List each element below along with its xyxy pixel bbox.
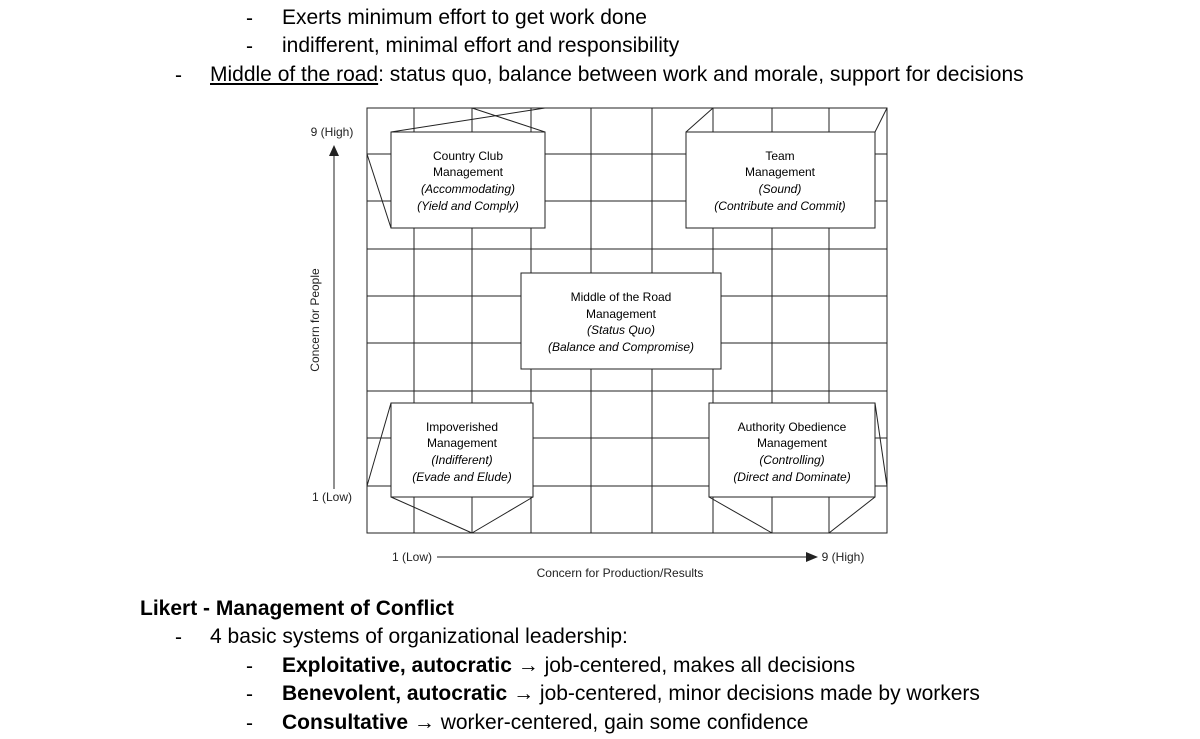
bullet-dash: - [175, 64, 182, 87]
system-name: Benevolent, autocratic [282, 682, 508, 705]
middle-road-term: Middle of the road [210, 63, 379, 86]
likert-system-2 [282, 681, 980, 707]
system-name: Consultative [282, 711, 409, 734]
box-title: Middle of the Road [570, 290, 672, 304]
y-axis-bottom-tick: 1 (Low) [311, 490, 353, 504]
box-style: (Indifferent) [431, 453, 493, 467]
y-axis-top-tick: 9 (High) [310, 125, 354, 139]
box-country-club [391, 132, 545, 228]
box-style: (Accommodating) [420, 182, 516, 196]
box-behavior: (Contribute and Commit) [714, 199, 846, 213]
likert-system-1 [282, 653, 855, 679]
bullet-dash: - [246, 655, 253, 678]
y-axis-label: Concern for People [308, 268, 322, 372]
y-axis-arrowhead [329, 145, 339, 156]
system-desc: → job-centered, minor decisions made by workers [507, 682, 980, 705]
list-item: indifferent, minimal effort and responsibility [282, 34, 680, 57]
system-desc: → worker-centered, gain some confidence [408, 711, 809, 734]
box-team [686, 132, 875, 228]
box-behavior: (Direct and Dominate) [733, 470, 851, 484]
likert-system-3 [282, 710, 808, 736]
box-subtitle: Management [432, 165, 504, 179]
box-style: (Controlling) [759, 453, 825, 467]
box-middle-of-road [521, 273, 721, 369]
likert-heading: Likert - Management of Conflict [140, 597, 454, 620]
box-subtitle: Management [756, 436, 828, 450]
box-title: Impoverished [425, 420, 499, 434]
box-behavior: (Yield and Comply) [417, 199, 519, 213]
box-behavior: (Balance and Compromise) [547, 340, 695, 354]
bullet-dash: - [246, 712, 253, 735]
x-axis-arrowhead [806, 552, 818, 562]
middle-road-desc: : status quo, balance between work and morale, support for decisions [378, 63, 1024, 86]
box-style: (Status Quo) [586, 323, 656, 337]
system-desc: → job-centered, makes all decisions [511, 654, 856, 677]
bullet-dash: - [246, 683, 253, 706]
box-subtitle: Management [426, 436, 498, 450]
list-item: Exerts minimum effort to get work done [282, 6, 647, 29]
system-name: Exploitative, autocratic [282, 654, 512, 677]
likert-intro: 4 basic systems of organizational leadership: [210, 625, 628, 648]
bullet-dash: - [246, 35, 253, 58]
box-subtitle: Management [744, 165, 816, 179]
bullet-dash: - [175, 626, 182, 649]
bullet-dash: - [246, 7, 253, 30]
box-authority-obedience [709, 403, 875, 497]
x-axis-left-tick: 1 (Low) [391, 550, 433, 564]
box-behavior: (Evade and Elude) [412, 470, 512, 484]
box-subtitle: Management [585, 307, 657, 321]
x-axis-right-tick: 9 (High) [821, 550, 865, 564]
box-title: Authority Obedience [737, 420, 847, 434]
box-impoverished [391, 403, 533, 497]
box-style: (Sound) [758, 182, 802, 196]
box-title: Country Club [432, 149, 504, 163]
x-axis-label: Concern for Production/Results [536, 566, 704, 580]
box-title: Team [765, 149, 795, 163]
